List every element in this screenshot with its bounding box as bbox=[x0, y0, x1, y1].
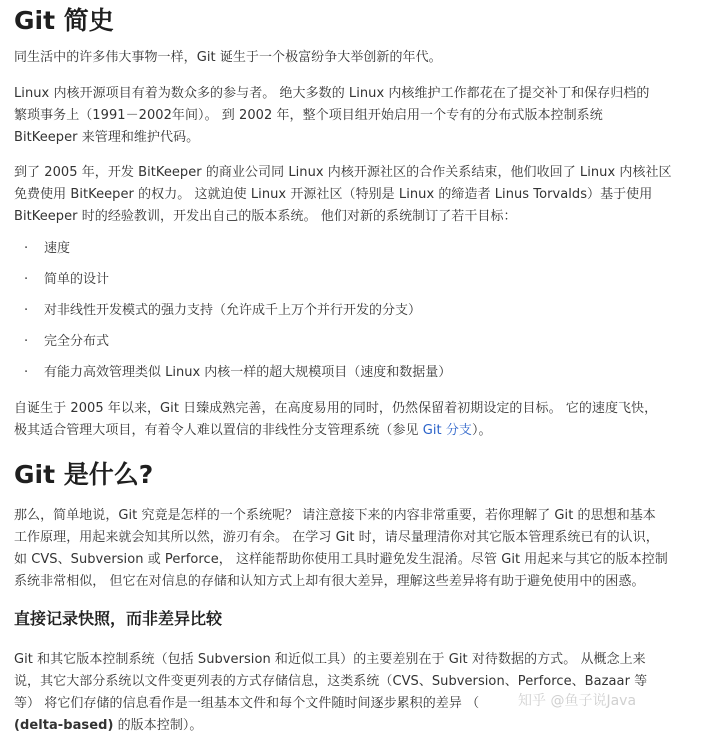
goals-list bbox=[14, 238, 451, 393]
paragraph-linux-kernel: Linux 内核开源项目有着为数众多的参与者。 绝大多数的 Linux 内核维护工作都花在了提交补丁和保存归档的 繁琐事务上（1991－2002年间）。 到 2002 年，整个项目组开始启用一个专有的分布式版本控制系统 BitKeeper 来管理和维护代码。 bbox=[14, 86, 650, 145]
paragraph-since-2005: 自诞生于 2005 年以来，Git 日臻成熟完善，在高度易用的同时，仍然保留着初期设定的目标。 它的速度飞快， 极其适合管理大项目，有着令人难以置信的非线性分支管理系统（参见 Git 分支）。 bbox=[14, 401, 658, 438]
git-branch-link[interactable]: Git 分支 bbox=[422, 423, 472, 438]
list-item: · 速度 bbox=[14, 238, 451, 269]
subsection-title-snapshots: 直接记录快照，而非差异比较 bbox=[14, 609, 223, 628]
list-item: · 对非线性开发模式的强力支持（允许成千上万个并行开发的分支） bbox=[14, 300, 451, 331]
list-item: · 有能力高效管理类似 Linux 内核一样的超大规模项目（速度和数据量） bbox=[14, 362, 451, 393]
bullet-icon: · bbox=[24, 365, 29, 380]
list-item: · 完全分布式 bbox=[14, 331, 451, 362]
section-title-what-is-git: Git 是什么? bbox=[14, 460, 154, 489]
paragraph-bitkeeper: 到了 2005 年，开发 BitKeeper 的商业公司同 Linux 内核开源社区的合作关系结束，他们收回了 Linux 内核社区 免费使用 BitKeeper 的权力。 这就迫使 Linux 开源社区（特别是 Linux 的缔造者 Linus Torvalds）基于使用 BitKeeper 时的经验教训，开发出自己的版本系统。 他们对新的系统制订了若干目标： bbox=[14, 165, 672, 224]
paragraph-what-is-git: 那么，简单地说，Git 究竟是怎样的一个系统呢？ 请注意接下来的内容非常重要，若你理解了 Git 的思想和基本 工作原理，用起来就会知其所以然，游刃有余。 在学习 Git 时，请尽量理清你对其它版本管理系统已有的认识， 如 CVS、Subversion 或 Perforce， 这样能帮助你使用工具时避免发生混淆。尽管 Git 用起来与其它的版本控制 系统非常相似， 但它在对信息的存储和认知方式上却有很大差异，理解这些差异将有助于避免使用中的困惑。 bbox=[14, 508, 668, 589]
watermark: 知乎 @鱼子说Java bbox=[518, 693, 637, 709]
bullet-icon: · bbox=[24, 334, 29, 349]
bullet-icon: · bbox=[24, 241, 29, 256]
section-title-git-history: Git 简史 bbox=[14, 6, 114, 35]
paragraph-snapshots: Git 和其它版本控制系统（包括 Subversion 和近似工具）的主要差别在于 Git 对待数据的方式。 从概念上来 说，其它大部分系统以文件变更列表的方式存储信息，这类系统（CVS、Subversion、Perforce、Bazaar 等 等） 将它们存储的信息看作是一组基本文件和每个文件随时间逐步累积的差异 （ (delta-based) 的版本控制）。 bbox=[14, 652, 648, 733]
bullet-icon: · bbox=[24, 272, 29, 287]
list-item: · 简单的设计 bbox=[14, 269, 451, 300]
paragraph-intro: 同生活中的许多伟大事物一样，Git 诞生于一个极富纷争大举创新的年代。 bbox=[14, 50, 442, 65]
bullet-icon: · bbox=[24, 303, 29, 318]
